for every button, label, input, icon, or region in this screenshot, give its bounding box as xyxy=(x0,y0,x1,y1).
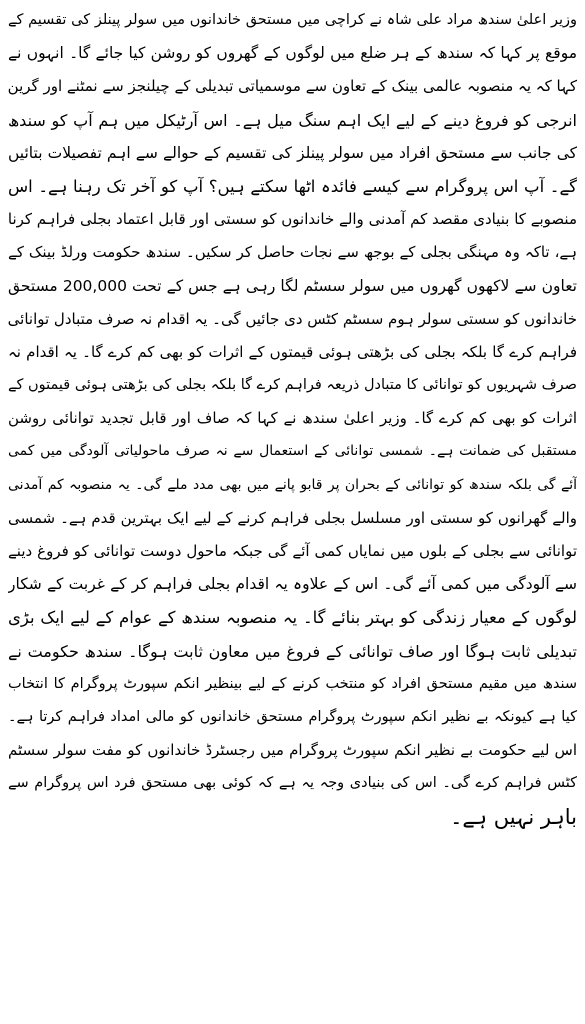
article-line: کی جانب سے مستحق افراد میں سولر پینلز کی تقسیم کے حوالے سے اہم تفصیلات بتائیں xyxy=(8,143,577,162)
article-line-last: باہر نہیں ہے۔ xyxy=(450,804,577,829)
article-line: والے گھرانوں کو سستی اور مسلسل بجلی فراہم کرنے کے لیے ایک بہترین قدم ہے۔ شمسی xyxy=(8,508,577,527)
article-line: وزیر اعلیٰ سندھ مراد علی شاہ نے کراچی میں مستحق خاندانوں میں سولر پینلز کی تقسیم کے xyxy=(8,12,577,28)
article-line: اثرات کو بھی کم کرے گا۔ وزیر اعلیٰ سندھ نے کہا کہ صاف اور قابل تجدید توانائی روشن xyxy=(8,409,577,428)
article-line: مستقبل کی ضمانت ہے۔ شمسی توانائی کے استعمال سے نہ صرف ماحولیاتی آلودگی میں کمی xyxy=(8,443,577,460)
article-line: تبدیلی ثابت ہوگا اور صاف توانائی کے فروغ میں معاون ثابت ہوگا۔ سندھ حکومت نے xyxy=(8,641,577,661)
article-line: توانائی سے بجلی کے بلوں میں نمایاں کمی آئے گی جبکہ ماحول دوست توانائی کو فروغ دینے xyxy=(8,542,577,560)
article-line: خاندانوں کو سستی سولر ہوم سسٹم کٹس دی جائیں گی۔ یہ اقدام نہ صرف متبادل توانائی xyxy=(8,309,577,328)
article-line: منصوبے کا بنیادی مقصد کم آمدنی والے خاندانوں کو سستی اور قابل اعتماد بجلی فراہم کرنا xyxy=(8,210,577,229)
article-line: سندھ میں مقیم مستحق افراد کو منتخب کرنے کے لیے بینظیر انکم سپورٹ پروگرام کا انتخاب xyxy=(8,675,577,692)
article-line: انرجی کو فروغ دینے کے لیے ایک اہم سنگ میل ہے۔ اس آرٹیکل میں ہم آپ کو سندھ xyxy=(8,110,577,130)
article-line: کہا کہ یہ منصوبہ عالمی بینک کے تعاون سے موسمیاتی تبدیلی کے چیلنجز سے نمٹنے اور گرین xyxy=(8,77,577,96)
article-line: کٹس فراہم کرے گی۔ اس کی بنیادی وجہ یہ ہے کہ کوئی بھی مستحق فرد اس پروگرام سے xyxy=(8,775,577,792)
article-line: صرف شہریوں کو توانائی کا متبادل ذریعہ فراہم کرے گا بلکہ بجلی کی بڑھتی ہوئی قیمتوں کے xyxy=(8,377,577,394)
article-line: فراہم کرے گا بلکہ بجلی کی بڑھتی ہوئی قیمتوں کے اثرات کو بھی کم کرے گا۔ یہ اقدام نہ xyxy=(8,342,577,361)
article-line: لوگوں کے معیار زندگی کو بہتر بنائے گا۔ یہ منصوبہ سندھ کے عوام کے لیے ایک بڑی xyxy=(8,608,577,628)
article-line: گے۔ آپ اس پروگرام سے کیسے فائدہ اٹھا سکتے ہیں؟ آپ کو آخر تک رہنا ہے۔ اس xyxy=(8,176,577,196)
article-body xyxy=(8,4,577,834)
article-line: موقع پر کہا کہ سندھ کے ہر ضلع میں لوگوں کے گھروں کو روشن کیا جائے گا۔ انہوں نے xyxy=(8,44,577,63)
article-line: کیا ہے کیونکہ بے نظیر انکم سپورٹ پروگرام مستحق خاندانوں کو مالی امداد فراہم کرتا ہے۔ xyxy=(8,708,577,725)
article-line: اس لیے حکومت بے نظیر انکم سپورٹ پروگرام میں رجسٹرڈ خاندانوں کو مفت سولر سسٹم xyxy=(8,741,577,760)
article-line: آئے گی بلکہ سندھ کو توانائی کے بحران پر قابو پانے میں بھی مدد ملے گی۔ یہ منصوبہ کم آمدنی xyxy=(8,476,577,493)
article-line: تعاون سے لاکھوں گھروں میں سولر سسٹم لگا رہی ہے جس کے تحت 200,000 مستحق xyxy=(8,276,577,295)
article-line: سے آلودگی میں کمی آئے گی۔ اس کے علاوہ یہ اقدام بجلی فراہم کر کے غربت کے شکار xyxy=(8,575,577,594)
article-line: ہے، تاکہ وہ مہنگی بجلی کے بوجھ سے نجات حاصل کر سکیں۔ سندھ حکومت ورلڈ بینک کے xyxy=(8,243,577,262)
